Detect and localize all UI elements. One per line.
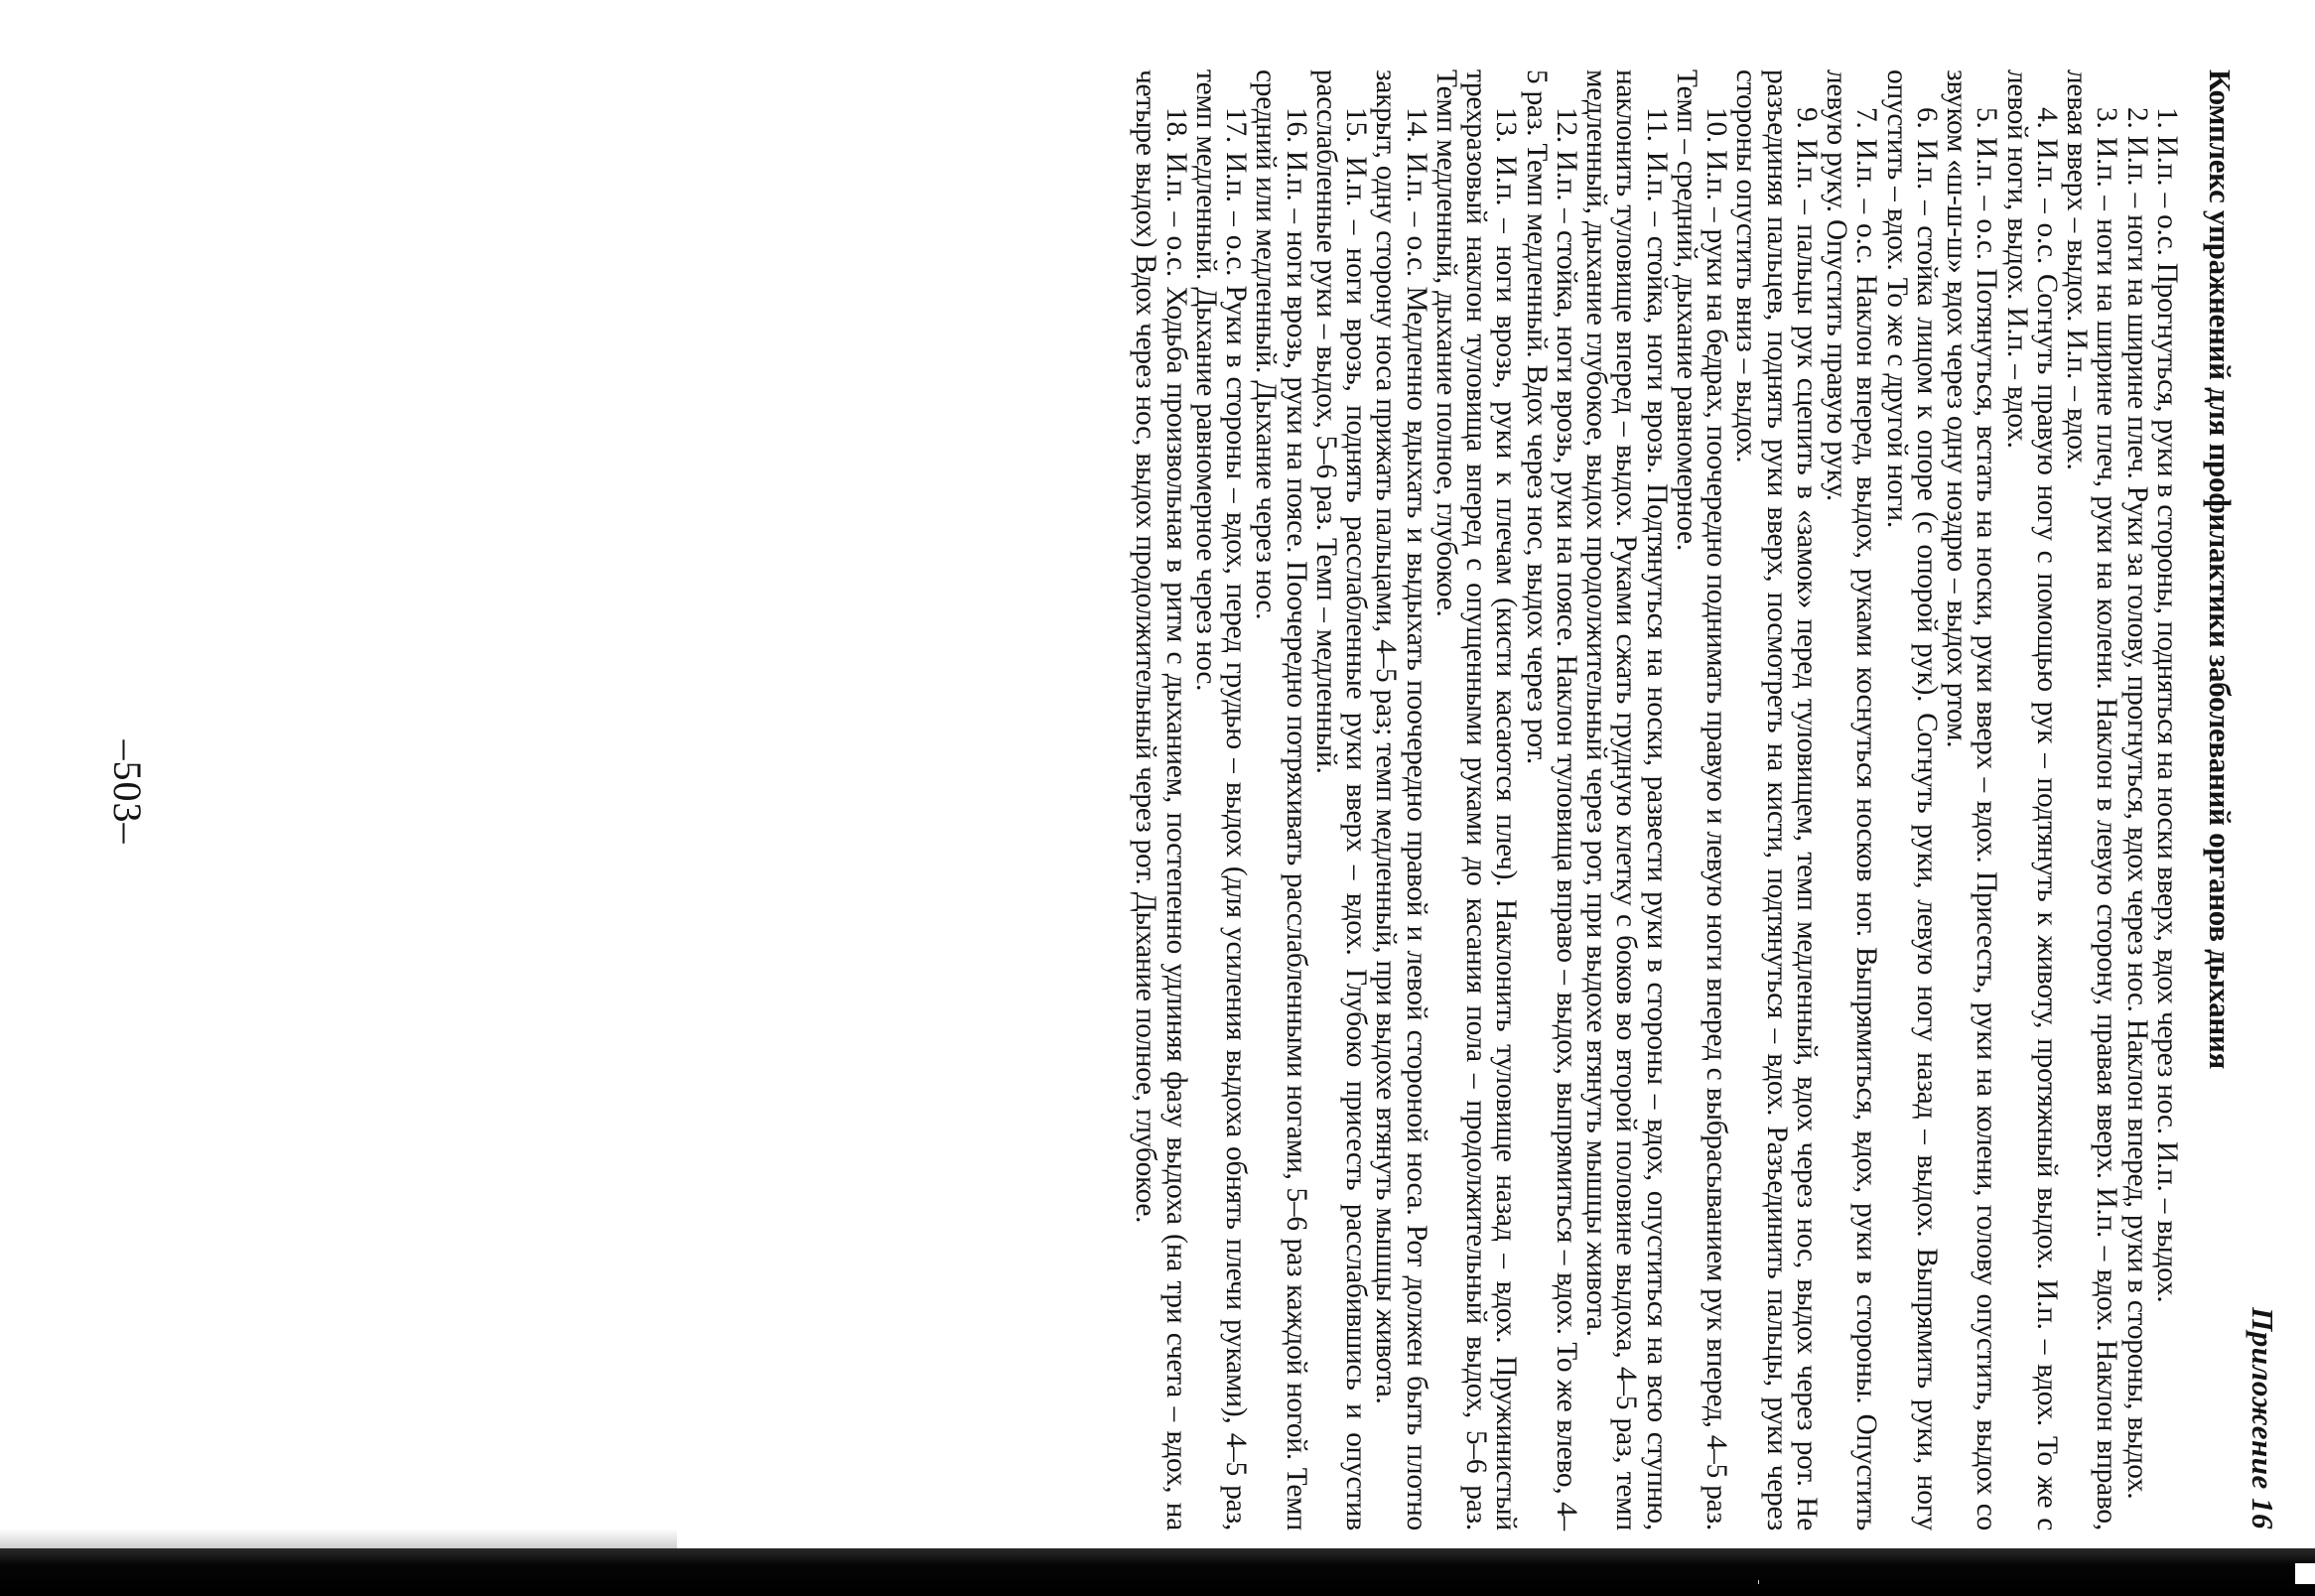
exercise-paragraph: 13. И.п. – ноги врозь, руки к плечам (кисти касаются плеч). Наклонить туловище назад – вдох. Пружинистый трехразовый наклон туловища вперед с опущенными руками до касания пола – продолжительный выдох, 5–6 раз. Темп медленный, дыхание полное, глубокое. <box>1430 69 1523 1530</box>
exercise-paragraph: 18. И.п. – о.с. Ходьба произвольная в ритм с дыханием, постепенно удлиняя фазу выдоха (на три счета – вдох, на четыре выдох) Вдох через нос, выдох продолжительный через рот. Дыхание полное, глубокое. <box>1130 69 1192 1530</box>
exercise-paragraph: 10. И.п. – руки на бедрах, поочередно поднимать правую и левую ноги вперед с выбрасыванием рук вперед, 4–5 раз. Темп – средний, дыхание равномерное. <box>1671 69 1733 1530</box>
exercise-paragraph: 9. И.п. – пальцы рук сцепить в «замок» перед туловищем, темп медленный, вдох через нос, выдох через рот. Не разъединяя пальцев, поднять руки вверх, посмотреть на кисти, подтянуться – вдох. Разъединить пальцы, руки через стороны опустить вниз – выдох. <box>1730 69 1823 1530</box>
exercise-paragraph: 14. И.п. – о.с. Медленно вдыхать и выдыхать поочередно правой и левой стороной носа. Рот должен быть плотно закрыт, одну сторону носа прижать пальцами, 4–5 раз; темп медленный, при выдохе втянуть мышцы живота. <box>1370 69 1432 1530</box>
exercise-list <box>1131 69 2182 1530</box>
appendix-label: Приложение 16 <box>2246 1307 2280 1530</box>
scan-corner <box>2295 1563 2315 1584</box>
exercise-paragraph: 6. И.п. – стойка лицом к опоре (с опорой рук). Согнуть руки, левую ногу назад – выдох. Выпрямить руки, ногу опустить – вдох. То же с другой ноги. <box>1880 69 1943 1530</box>
exercise-paragraph: 7. И.п. – о.с. Наклон вперед, выдох, руками коснуться носков ног. Выпрямиться, вдох, руки в стороны. Опустить левую руку. Опустить правую руку. <box>1821 69 1883 1530</box>
exercise-paragraph: 1. И.п. – о.с. Прогнуться, руки в стороны, подняться на носки вверх, вдох через нос. И.п. – выдох. <box>2151 107 2183 1303</box>
scan-edge-shadow <box>0 1548 2315 1596</box>
exercise-paragraph: 3. И.п. – ноги на ширине плеч, руки на колени. Наклон в левую сторону, правая вверх. И.п. – вдох. Наклон вправо, левая вверх – выдох. И.п. – вдох. <box>2061 69 2123 1530</box>
scan-gutter-mark <box>1758 1580 1759 1584</box>
exercise-paragraph: 2. И.п. – ноги на ширине плеч. Руки за голову, прогнуться, вдох через нос. Наклон вперед, руки в стороны, выдох. <box>2120 107 2153 1500</box>
page-number: –503– <box>105 739 150 845</box>
exercise-paragraph: 12. И.п. – стойка, ноги врозь, руки на поясе. Наклон туловища вправо – выдох, выпрямиться – вдох. То же влево, 4–5 раз. Темп медленный. Вдох через нос, выдох через рот. <box>1520 69 1582 1530</box>
exercise-paragraph: 17. И.п. – о.с. Руки в стороны – вдох, перед грудью – выдох (для усиления выдоха обнять плечи руками), 4–5 раз, темп медленный. Дыхание равномерное через нос. <box>1190 69 1253 1530</box>
page-title: Комплекс упражнений для профилактики заболеваний органов дыхания <box>2203 69 2238 1069</box>
exercise-paragraph: 4. И.п. – о.с. Согнуть правую ногу с помощью рук – подтянуть к животу, протяжный выдох. И.п. – вдох. То же с левой ноги, выдох. И.п. – вдох. <box>2000 69 2063 1530</box>
exercise-paragraph: 16. И.п. – ноги врозь, руки на поясе. Поочередно потряхивать расслабленными ногами, 5–6 раз каждой ногой. Темп средний или медленный. Дыхание через нос. <box>1250 69 1312 1530</box>
exercise-paragraph: 5. И.п. – о.с. Потянуться, встать на носки, руки вверх – вдох. Присесть, руки на колени, голову опустить, выдох со звуком «ш-ш-ш» вдох через одну ноздрю – выдох ртом. <box>1941 69 2003 1530</box>
scan-edge-fade <box>0 1529 677 1550</box>
exercise-paragraph: 15. И.п. – ноги врозь, поднять расслабленные руки вверх – вдох. Глубоко присесть расслабившись и опустив расслабленные руки – выдох, 5–6 раз. Темп – медленный. <box>1310 69 1373 1530</box>
exercise-paragraph: 11. И.п. – стойка, ноги врозь. Подтянуться на носки, развести руки в стороны – вдох, опуститься на всю ступню, наклонить туловище вперед – выдох. Руками сжать грудную клетку с боков во второй половине выдоха, 4–5 раз, темп медленный, дыхание глубокое, выдох продолжительный через рот, при выдохе втянуть мышцы живота. <box>1580 69 1673 1530</box>
